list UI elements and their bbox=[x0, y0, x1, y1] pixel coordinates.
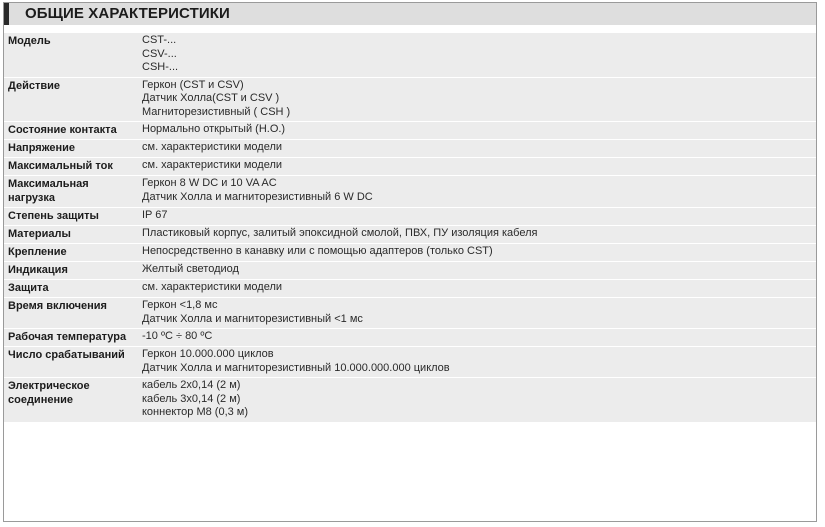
spec-values bbox=[138, 330, 816, 344]
spec-row bbox=[4, 329, 816, 346]
spec-values bbox=[138, 281, 816, 295]
spec-values bbox=[138, 123, 816, 137]
spec-value: Магниторезистивный ( CSH ) bbox=[142, 105, 291, 118]
section-header bbox=[4, 3, 816, 25]
spec-value: -10 ºC ÷ 80 ºC bbox=[142, 330, 213, 342]
spec-row bbox=[4, 122, 816, 139]
spec-values bbox=[138, 245, 816, 259]
spec-values bbox=[138, 159, 816, 173]
spec-value: CSH-... bbox=[142, 61, 179, 73]
spec-row bbox=[4, 244, 816, 261]
spec-row bbox=[4, 378, 816, 422]
spec-label: Степень защиты bbox=[8, 210, 99, 222]
spec-value: Датчик Холла и магниторезистивный 10.000.000.000 циклов bbox=[142, 361, 450, 374]
spec-value: см. характеристики модели bbox=[142, 159, 283, 171]
section-title: ОБЩИЕ ХАРАКТЕРИСТИКИ bbox=[25, 5, 230, 22]
spec-value: см. характеристики модели bbox=[142, 281, 283, 293]
spec-value: Датчик Холла и магниторезистивный 6 W DC bbox=[142, 190, 373, 203]
spec-label: Время включения bbox=[8, 300, 107, 312]
spec-row bbox=[4, 208, 816, 225]
spec-value: IP 67 bbox=[142, 209, 168, 221]
spec-row bbox=[4, 33, 816, 77]
spec-label: Индикация bbox=[8, 264, 68, 276]
spec-label: Действие bbox=[8, 79, 60, 92]
spec-values bbox=[138, 79, 816, 120]
spec-value: CST-... bbox=[142, 34, 177, 46]
specs-panel bbox=[3, 2, 817, 522]
spec-label: Максимальный ток bbox=[8, 160, 113, 172]
spec-values bbox=[138, 34, 816, 75]
spec-value: см. характеристики модели bbox=[142, 141, 283, 153]
spec-row bbox=[4, 280, 816, 297]
spec-value: Пластиковый корпус, залитый эпоксидной смолой, ПВХ, ПУ изоляция кабеля bbox=[142, 227, 538, 239]
spec-label: Число срабатываний bbox=[8, 349, 125, 361]
spec-row bbox=[4, 347, 816, 377]
spec-values bbox=[138, 348, 816, 375]
spec-row bbox=[4, 262, 816, 279]
spec-values bbox=[138, 263, 816, 277]
spec-values bbox=[138, 141, 816, 155]
spec-value: Непосредственно в канавку или с помощью адаптеров (только CST) bbox=[142, 245, 493, 257]
spec-label: Крепление bbox=[8, 246, 67, 258]
spec-label: Напряжение bbox=[8, 142, 75, 154]
spec-label: Модель bbox=[8, 35, 51, 47]
spec-row bbox=[4, 226, 816, 243]
spec-row bbox=[4, 158, 816, 175]
spec-row bbox=[4, 298, 816, 328]
spec-value: Датчик Холла(CST и CSV ) bbox=[142, 92, 280, 104]
spec-row bbox=[4, 176, 816, 207]
spec-value: Геркон 10.000.000 циклов bbox=[142, 348, 274, 360]
spec-value: кабель 3x0,14 (2 м) bbox=[142, 392, 241, 405]
spec-values bbox=[138, 379, 816, 420]
spec-value: Геркон <1,8 мс bbox=[142, 299, 218, 311]
spec-value: коннектор M8 (0,3 м) bbox=[142, 406, 249, 418]
spec-label: Состояние контакта bbox=[8, 124, 117, 136]
spec-value: кабель 2x0,14 (2 м) bbox=[142, 379, 241, 391]
spec-value: Датчик Холла и магниторезистивный <1 мс bbox=[142, 312, 363, 325]
spec-value: Желтый светодиод bbox=[142, 263, 239, 275]
spec-label: Электрическое соединение bbox=[8, 380, 90, 406]
spec-values bbox=[138, 227, 816, 241]
header-accent-bar bbox=[4, 3, 9, 25]
spec-label: Защита bbox=[8, 282, 49, 294]
spec-value: Геркон (CST и CSV) bbox=[142, 78, 244, 91]
spec-values bbox=[138, 299, 816, 326]
spec-value: Нормально открытый (Н.О.) bbox=[142, 123, 286, 135]
spec-label: Материалы bbox=[8, 228, 71, 240]
spec-values bbox=[138, 177, 816, 205]
spec-table bbox=[4, 33, 816, 423]
spec-label: Рабочая температура bbox=[8, 331, 127, 343]
spec-row bbox=[4, 140, 816, 157]
spec-values bbox=[138, 209, 816, 223]
spec-value: Геркон 8 W DC и 10 VA AC bbox=[142, 177, 277, 189]
spec-label: Максимальная нагрузка bbox=[8, 178, 89, 204]
spec-value: CSV-... bbox=[142, 47, 177, 60]
spec-row bbox=[4, 78, 816, 122]
